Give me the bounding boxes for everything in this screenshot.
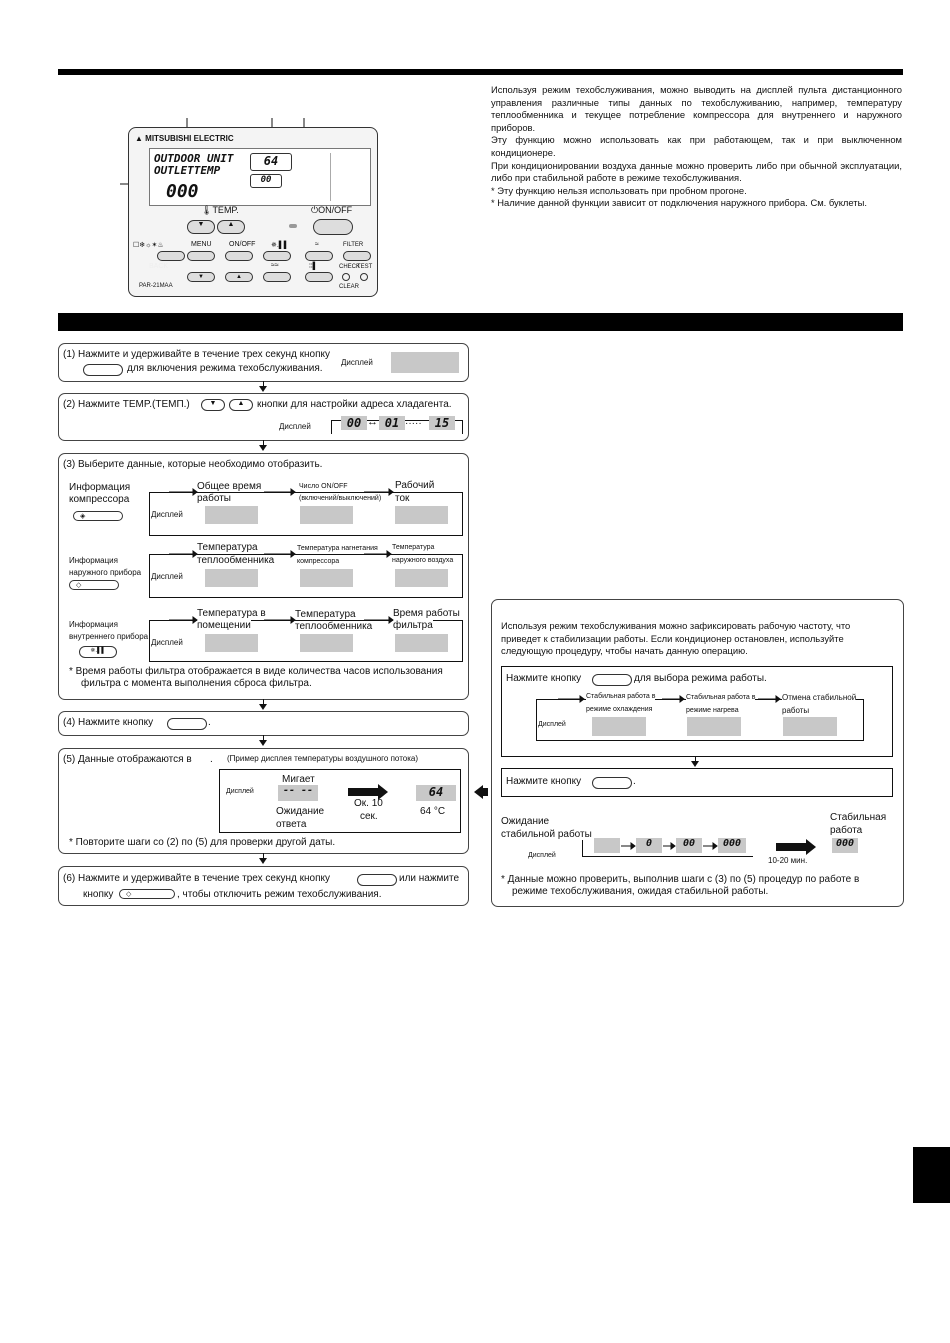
side-stable-b: работа <box>830 825 863 836</box>
step-1-box <box>58 343 469 382</box>
filter-button[interactable] <box>343 251 371 261</box>
fan-button[interactable] <box>263 251 291 261</box>
group-2-item-1b: теплообменника <box>197 555 275 566</box>
group-1-item-1a: Общее время <box>197 481 262 492</box>
step-2-lcd-2: 01 <box>379 416 405 430</box>
side-time: 10-20 мин. <box>768 856 808 865</box>
top-rule <box>58 69 903 75</box>
step-5-blink-label: Мигает <box>282 774 315 785</box>
step-6-button-2[interactable] <box>119 889 175 899</box>
side-big-arrow-head-icon <box>806 839 816 855</box>
vane-button[interactable] <box>263 272 291 282</box>
side-note-b: режиме техобслуживания, ожидая стабильной работы. <box>512 886 769 897</box>
temp-up-button[interactable]: ▲ <box>217 220 245 234</box>
side-wait-b: стабильной работы <box>501 829 592 840</box>
group-1-item-3a: Рабочий <box>395 480 435 491</box>
step-6-box <box>58 866 469 906</box>
vent-label: ∶∶▌ <box>309 263 318 270</box>
step-3-note-a: * Время работы фильтра отображается в виде количества часов использования <box>69 666 443 677</box>
step-2-swap-icon: ↔ <box>367 416 378 428</box>
side-display-label: Дисплей <box>538 721 566 728</box>
side-link-arrow-tail <box>483 788 488 796</box>
vent-button[interactable] <box>305 272 333 282</box>
side-mode-3b: работы <box>782 706 810 715</box>
group-1-item-1b: работы <box>197 493 231 504</box>
group-2-display: Дисплей <box>151 572 183 581</box>
timer-up-button[interactable]: ▲ <box>225 272 253 282</box>
side-seq-screen-2: 00 <box>676 838 702 853</box>
mitsubishi-logo-icon: ▲ <box>135 134 143 143</box>
lcd-address-frame <box>250 174 282 188</box>
group-1-item-2a: Число ON/OFF <box>299 483 348 490</box>
lcd-code: 000 <box>166 181 199 202</box>
step-3-note-b: фильтра с момента выполнения сброса фильтра. <box>81 678 312 689</box>
step-5-value-screen: 64 <box>416 785 456 801</box>
step-1-text-a: (1) Нажмите и удерживайте в течение трех секунд кнопку <box>63 349 330 360</box>
fan-label: ✵.▌▌ <box>271 242 289 249</box>
intro-paragraph-2: Эту функцию можно использовать как при работающем, так и при выключенном кондиционере. <box>491 134 902 158</box>
side-press2-b: . <box>633 776 636 787</box>
side-link-arrow-icon <box>474 785 483 799</box>
group-1-label-1: Информация <box>69 482 131 493</box>
step-3-text: (3) Выберите данные, которые необходимо отобразить. <box>63 459 323 470</box>
side-text-3: следующую процедуру, чтобы начать данную операцию. <box>501 645 748 657</box>
intro-text <box>491 84 902 210</box>
lcd-line-1: OUTDOOR UNIT <box>154 152 234 165</box>
lcd-value: 64 <box>263 154 279 168</box>
section-rule <box>58 313 903 331</box>
step-2-lcd-1: 00 <box>341 416 367 430</box>
thermometer-icon: 🌡 <box>201 205 213 215</box>
step-5-approx-b: сек. <box>360 811 378 822</box>
step-2-display-label: Дисплей <box>279 422 311 431</box>
temp-label: 🌡TEMP. <box>201 205 239 215</box>
lcd-line-2: OUTLETTEMP <box>154 164 221 177</box>
group-1-item-2b: (включений/выключений) <box>299 495 382 502</box>
remote-controller <box>128 127 378 297</box>
side-seq-arrows <box>492 600 903 906</box>
test-button[interactable] <box>360 273 368 281</box>
side-wait-a: Ожидание <box>501 816 550 827</box>
side-text-2: приведет к стабилизации работы. Если кондиционер остановлен, используйте <box>501 632 844 644</box>
brand-logo <box>135 134 234 143</box>
intro-note-2: * Наличие данной функции зависит от подключения наружного прибора. См. буклеты. <box>491 197 867 209</box>
onoff-button[interactable] <box>313 219 353 235</box>
step-5-example: (Пример дисплея температуры воздушного потока) <box>227 754 419 763</box>
arrow-3-4-icon <box>259 704 267 710</box>
side-note-a: * Данные можно проверить, выполнив шаги с (3) по (5) процедур по работе в <box>501 874 860 885</box>
onoff-small-label: ON/OFF <box>229 241 256 248</box>
side-mode-2a: Стабильная работа в <box>686 694 756 701</box>
arrow-1-2-icon <box>259 386 267 392</box>
step-3-box <box>58 453 469 700</box>
step-1-button[interactable] <box>83 364 123 376</box>
step-5-wait-b: ответа <box>276 819 307 830</box>
step-6-text-a: (6) Нажмите и удерживайте в течение трех секунд кнопку <box>63 873 330 884</box>
group-3-item-2b: теплообменника <box>295 621 373 632</box>
louver-button[interactable] <box>305 251 333 261</box>
step-4-box <box>58 711 469 736</box>
step-2-box <box>58 393 469 441</box>
side-mode-1b: режиме охлаждения <box>586 706 653 713</box>
arrow-5-6-icon <box>259 858 267 864</box>
group-3-item-3a: Время работы <box>393 608 460 619</box>
intro-paragraph-1: Используя режим техобслуживания, можно выводить на дисплей пульта дистанционного управления различные типы данных по техобслуживанию, например, температуру теплообменника и текущее потребление компрессора для внутреннего и наружного приборов. <box>491 84 902 133</box>
menu-button[interactable] <box>187 251 215 261</box>
step-2-text: (2) Нажмите TEMP.(ТЕМП.) <box>63 399 190 410</box>
side-text-1: Используя режим техобслуживания можно зафиксировать рабочую частоту, что <box>501 620 851 631</box>
louver-label: ≈ <box>315 241 319 248</box>
arrow-4-5-icon <box>259 740 267 746</box>
side-mode-3a: Отмена стабильной <box>782 693 857 702</box>
step-5-note: * Повторите шаги со (2) по (5) для проверки другой даты. <box>69 837 336 848</box>
group-2-item-3b: наружного воздуха <box>392 557 454 564</box>
timer-down-button[interactable]: ▼ <box>187 272 215 282</box>
operation-lamp <box>289 224 297 228</box>
lcd-screen <box>149 148 371 206</box>
diamond-icon: ◇ <box>126 891 132 898</box>
step-5-display-label: Дисплей <box>226 788 254 795</box>
mode-button[interactable] <box>157 251 185 261</box>
step-5-display-frame <box>219 769 461 833</box>
side-display2: Дисплей <box>528 852 556 859</box>
group-2-item-3a: Температура <box>392 544 435 551</box>
group-3-label-2: внутреннего прибора <box>69 632 149 641</box>
step-5-box <box>58 748 469 854</box>
group-3-label-1: Информация <box>69 620 118 629</box>
group-3-item-2a: Температура <box>295 609 356 620</box>
side-final-screen: 000 <box>832 838 858 853</box>
group-2-item-2a: Температура нагнетания <box>297 545 378 552</box>
step-5-wait-a: Ожидание <box>276 806 325 817</box>
group-1-label-2: компрессора <box>69 494 130 505</box>
stable-operation-panel <box>491 599 904 907</box>
step-1-display-screen <box>391 352 459 373</box>
step-5-approx-a: Ок. 10 <box>354 798 383 809</box>
check-button[interactable] <box>342 273 350 281</box>
step-6-text-b: или нажмите <box>399 873 460 884</box>
step-4-period: . <box>208 717 211 728</box>
step-2-lcd-3: 15 <box>429 416 455 430</box>
group-2-label-1: Информация <box>69 556 118 565</box>
side-press2-a: Нажмите кнопку <box>506 776 582 787</box>
onoff-label: ⏻ON/OFF <box>311 205 353 215</box>
group-3-item-3b: фильтра <box>393 620 433 631</box>
outdoor-info-icon: ◇ <box>76 582 82 589</box>
step-5-blink-screen: -- -- <box>278 785 318 801</box>
filter-label: FILTER <box>343 242 364 248</box>
lcd-address: 00 <box>260 175 272 185</box>
back-label: BACK <box>149 263 169 270</box>
test-label: TEST <box>357 264 373 270</box>
step-3-arrows <box>59 454 468 699</box>
intro-note-1: * Эту функцию нельзя использовать при пробном прогоне. <box>491 184 747 196</box>
step-5-text: (5) Данные отображаются в <box>63 754 192 765</box>
step-6-text-d: , чтобы отключить режим техобслуживания. <box>177 889 382 900</box>
side-mode-2b: режиме нагрева <box>686 707 739 714</box>
side-big-arrow-icon <box>776 843 806 851</box>
group-2-item-1a: Температура <box>197 542 258 553</box>
group-1-display: Дисплей <box>151 510 183 519</box>
temp-down-button[interactable]: ▼ <box>187 220 215 234</box>
vane-label: ≈≈ <box>271 262 279 269</box>
step-1-display-label: Дисплей <box>341 358 373 367</box>
step-5-value-text: 64 °C <box>420 806 446 817</box>
group-2-label-2: наружного прибора <box>69 568 142 577</box>
group-2-item-2b: компрессора <box>297 558 340 565</box>
model-label: PAR-21MAA <box>139 283 173 289</box>
group-3-display: Дисплей <box>151 638 183 647</box>
lcd-value-frame <box>250 153 292 171</box>
group-1-item-3b: ток <box>395 493 410 504</box>
clear-label: CLEAR <box>339 284 360 290</box>
small-onoff-button[interactable] <box>225 251 253 261</box>
step-2-text-b: кнопки для настройки адреса хладагента. <box>257 399 452 410</box>
step-4-button[interactable] <box>167 718 207 730</box>
side-press-a: Нажмите кнопку <box>506 673 582 684</box>
side-seq-screen-1: 0 <box>636 838 662 853</box>
mode-label: ☐❄☼✶♨ <box>133 242 164 249</box>
step-6-text-c: кнопку <box>83 889 114 900</box>
step-5-big-arrow-icon <box>348 788 378 796</box>
side-mode-1a: Стабильная работа в <box>586 693 656 700</box>
group-3-item-1b: помещении <box>197 620 251 631</box>
brand-name: MITSUBISHI ELECTRIC <box>145 134 234 143</box>
step-1-text-b: для включения режима техобслуживания. <box>127 363 323 374</box>
compressor-info-icon: ◈ <box>80 513 86 520</box>
power-icon: ⏻ <box>311 205 319 215</box>
intro-paragraph-3: При кондиционировании воздуха данные можно проверить либо при обычной эксплуатации, либо при стабильной работе в режиме техобслуживания. <box>491 159 902 184</box>
page-tab <box>913 1147 950 1203</box>
group-3-item-1a: Температура в <box>197 608 266 619</box>
step-2-dots: ····· <box>405 418 422 429</box>
step-4-text: (4) Нажмите кнопку <box>63 717 154 728</box>
arrow-2-3-icon <box>259 445 267 451</box>
temp-down-step-button[interactable]: ▼ <box>201 399 225 411</box>
check-label: CHECK <box>339 264 361 270</box>
side-seq-screen-3: 000 <box>718 838 746 853</box>
step-6-button-1[interactable] <box>357 874 397 886</box>
side-press-b: для выбора режима работы. <box>634 673 767 684</box>
step-5-period: . <box>210 754 213 765</box>
lcd-divider <box>330 153 331 201</box>
side-stable-a: Стабильная <box>830 812 887 823</box>
fan-speed-icon: ✵.▌▌ <box>90 648 106 654</box>
menu-label: MENU <box>191 241 212 248</box>
temp-up-step-button[interactable]: ▲ <box>229 399 253 411</box>
